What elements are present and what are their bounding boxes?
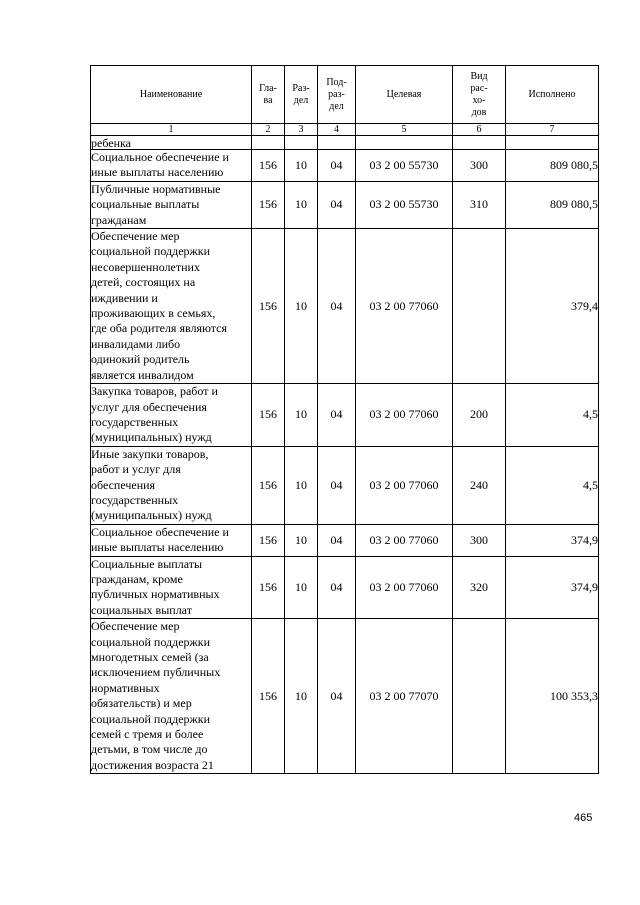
header-ispolneno: Исполнено: [506, 66, 599, 124]
row-vid: 200: [453, 384, 506, 447]
row-ispolneno: 374,9: [506, 556, 599, 619]
row-name: Социальные выплаты гражданам, кроме публичных нормативных социальных выплат: [91, 556, 252, 619]
row-name: Социальное обеспечение и иные выплаты населению: [91, 150, 252, 182]
header-name: Наименование: [91, 66, 252, 124]
row-glava: 156: [252, 181, 285, 228]
row-ispolneno: 379,4: [506, 229, 599, 384]
row-ispolneno: 809 080,5: [506, 181, 599, 228]
row-podrazdel: 04: [318, 524, 356, 556]
header-vid: Вид рас- хо- дов: [453, 66, 506, 124]
column-number: 1: [91, 124, 252, 136]
column-number: 5: [356, 124, 453, 136]
row-celevaya: 03 2 00 77060: [356, 229, 453, 384]
row-razdel: 10: [285, 181, 318, 228]
row-celevaya: 03 2 00 77060: [356, 524, 453, 556]
table-row: [91, 181, 599, 228]
column-number: 6: [453, 124, 506, 136]
row-celevaya: 03 2 00 77060: [356, 384, 453, 447]
row-glava: 156: [252, 150, 285, 182]
row-razdel: 10: [285, 524, 318, 556]
column-number-row: [91, 124, 599, 136]
column-number: 7: [506, 124, 599, 136]
row-razdel: 10: [285, 229, 318, 384]
row-glava: 156: [252, 556, 285, 619]
row-glava: 156: [252, 446, 285, 524]
header-row: [91, 66, 599, 124]
header-razdel: Раз- дел: [285, 66, 318, 124]
row-razdel: 10: [285, 384, 318, 447]
table-row: [91, 524, 599, 556]
row-name: Иные закупки товаров, работ и услуг для обеспечения государственных (муниципальных) нужд: [91, 446, 252, 524]
column-number: 4: [318, 124, 356, 136]
row-celevaya: 03 2 00 77060: [356, 446, 453, 524]
table-row: [91, 384, 599, 447]
continuation-row: [91, 136, 599, 150]
row-ispolneno: 4,5: [506, 446, 599, 524]
row-vid: 310: [453, 181, 506, 228]
row-vid: 320: [453, 556, 506, 619]
row-vid: 240: [453, 446, 506, 524]
row-podrazdel: 04: [318, 150, 356, 182]
row-podrazdel: 04: [318, 229, 356, 384]
header-glava: Гла- ва: [252, 66, 285, 124]
row-name: Обеспечение мер социальной поддержки несовершеннолетних детей, состоящих на иждивении и проживающих в семьях, где оба родителя являются инвалидами либо одинокий родитель является инвалидом: [91, 229, 252, 384]
table-row: [91, 446, 599, 524]
row-razdel: 10: [285, 446, 318, 524]
row-celevaya: 03 2 00 55730: [356, 181, 453, 228]
row-vid: 300: [453, 150, 506, 182]
header-celevaya: Целевая: [356, 66, 453, 124]
row-name: Социальное обеспечение и иные выплаты населению: [91, 524, 252, 556]
row-ispolneno: 809 080,5: [506, 150, 599, 182]
budget-table: [90, 65, 599, 774]
table-row: [91, 229, 599, 384]
table-row: [91, 619, 599, 774]
table-row: [91, 556, 599, 619]
row-podrazdel: 04: [318, 181, 356, 228]
row-name: Обеспечение мер социальной поддержки многодетных семей (за исключением публичных нормативных обязательств) и мер социальной поддержки семей с тремя и более детьми, в том числе до достижения возраста 21: [91, 619, 252, 774]
row-vid: [453, 229, 506, 384]
row-glava: 156: [252, 524, 285, 556]
row-glava: 156: [252, 619, 285, 774]
row-podrazdel: 04: [318, 446, 356, 524]
row-vid: [453, 619, 506, 774]
row-name: Публичные нормативные социальные выплаты гражданам: [91, 181, 252, 228]
row-podrazdel: 04: [318, 619, 356, 774]
row-name: ребенка: [91, 136, 252, 150]
page-number: 465: [574, 812, 593, 824]
column-number: 2: [252, 124, 285, 136]
table-row: [91, 150, 599, 182]
row-ispolneno: 100 353,3: [506, 619, 599, 774]
row-glava: 156: [252, 229, 285, 384]
row-razdel: 10: [285, 619, 318, 774]
row-celevaya: 03 2 00 77060: [356, 556, 453, 619]
row-glava: 156: [252, 384, 285, 447]
row-ispolneno: 374,9: [506, 524, 599, 556]
row-vid: 300: [453, 524, 506, 556]
row-celevaya: 03 2 00 77070: [356, 619, 453, 774]
row-name: Закупка товаров, работ и услуг для обеспечения государственных (муниципальных) нужд: [91, 384, 252, 447]
row-razdel: 10: [285, 150, 318, 182]
row-podrazdel: 04: [318, 384, 356, 447]
header-podrazdel: Под- раз- дел: [318, 66, 356, 124]
column-number: 3: [285, 124, 318, 136]
row-celevaya: 03 2 00 55730: [356, 150, 453, 182]
row-razdel: 10: [285, 556, 318, 619]
row-ispolneno: 4,5: [506, 384, 599, 447]
row-podrazdel: 04: [318, 556, 356, 619]
